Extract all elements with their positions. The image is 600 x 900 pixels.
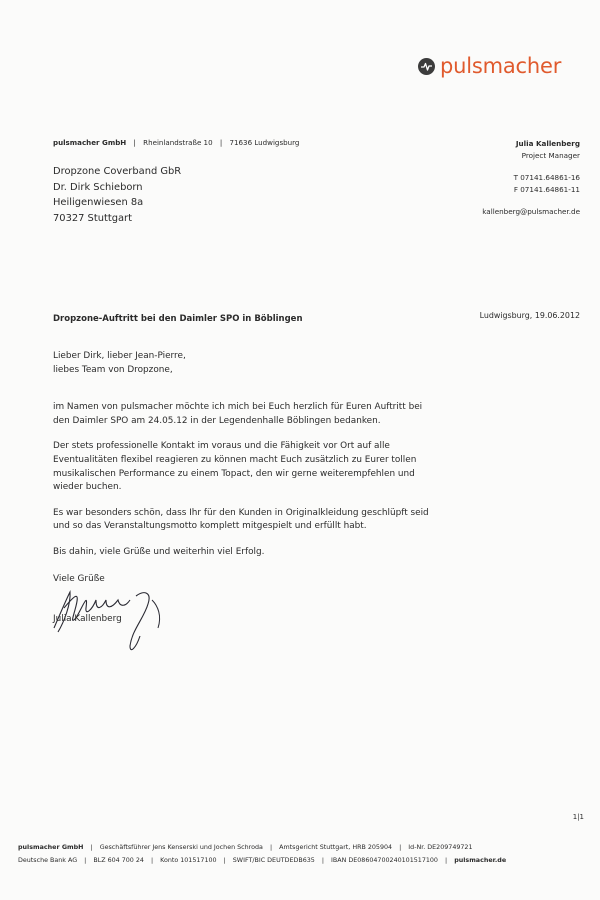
recipient-line: 70327 Stuttgart — [53, 212, 132, 224]
body-line: den Daimler SPO am 24.05.12 in der Legendenhalle Böblingen bedanken. — [53, 415, 381, 426]
closing-phrase: Viele Grüße — [53, 574, 105, 584]
footer-website[interactable]: pulsmacher.de — [454, 856, 507, 864]
recipient-line: Heiligenwiesen 8a — [53, 197, 144, 208]
footer-swift: SWIFT/BIC DEUTDEDB635 — [232, 856, 315, 864]
salutation-line: liebes Team von Dropzone, — [53, 364, 173, 375]
footer-vat-id: Id-Nr. DE209749721 — [408, 844, 473, 851]
pulse-icon — [418, 58, 435, 75]
footer-row-bank: Deutsche Bank AG | BLZ 604 700 24 | Konto 101517100 | SWIFT/BIC DEUTDEDB635 | IBAN DE08604700240101517100 | pulsmacher.de — [18, 856, 507, 864]
footer-account: Konto 101517100 — [160, 856, 217, 864]
page-number: 1|1 — [572, 813, 584, 821]
body-line: Der stets professionelle Kontakt im voraus und die Fähigkeit vor Ort auf alle — [53, 441, 390, 452]
salutation-line: Lieber Dirk, lieber Jean-Pierre, — [53, 351, 186, 361]
contact-fax: F 07141.64861-11 — [513, 184, 580, 194]
contact-role: Project Manager — [521, 150, 580, 160]
body-line: Bis dahin, viele Grüße und weiterhin viel Erfolg. — [53, 546, 265, 557]
footer-blz: BLZ 604 700 24 — [93, 856, 144, 864]
footer-iban: IBAN DE08604700240101517100 — [331, 856, 438, 864]
sender-address-line: pulsmacher GmbH | Rheinlandstraße 10 | 71636 Ludwigsburg — [53, 138, 300, 147]
letter-body — [53, 350, 443, 572]
body-line: Eventualitäten flexibel reagieren zu können macht Euch zusätzlich zu Eurer tollen — [53, 454, 417, 465]
sender-city: 71636 Ludwigsburg — [229, 138, 300, 147]
company-logo — [418, 54, 561, 78]
body-line: musikalischen Performance zu einem Topact, den wir gerne weiterempfehlen und — [53, 468, 415, 479]
sender-company: pulsmacher GmbH — [53, 138, 127, 147]
body-paragraph — [53, 546, 443, 560]
footer-managing-directors: Geschäftsführer Jens Kenserski und Jochen Schroda — [99, 844, 263, 851]
letter-footer — [18, 842, 590, 867]
contact-block — [482, 138, 580, 218]
contact-email[interactable]: kallenberg@pulsmacher.de — [482, 207, 580, 217]
body-line: wieder buchen. — [53, 482, 122, 493]
sender-street: Rheinlandstraße 10 — [143, 138, 213, 147]
letter-date: Ludwigsburg, 19.06.2012 — [479, 311, 580, 320]
body-line: und so das Veranstaltungsmotto komplett mitgespielt und erfüllt habt. — [53, 521, 367, 532]
body-paragraph — [53, 440, 443, 494]
footer-bank: Deutsche Bank AG — [18, 856, 78, 864]
footer-register-court: Amtsgericht Stuttgart, HRB 205904 — [279, 844, 393, 851]
recipient-line: Dropzone Coverband GbR — [53, 166, 182, 177]
letter-subject: Dropzone-Auftritt bei den Daimler SPO in Böblingen — [53, 314, 303, 324]
recipient-address — [53, 164, 181, 226]
contact-name: Julia Kallenberg — [515, 139, 580, 148]
signer-name: Julia Kallenberg — [53, 614, 122, 624]
salutation — [53, 350, 443, 377]
logo-wordmark: pulsmacher — [440, 54, 562, 78]
recipient-line: Dr. Dirk Schieborn — [53, 181, 143, 193]
contact-phone: T 07141.64861-16 — [513, 173, 580, 183]
footer-company: pulsmacher GmbH — [18, 844, 84, 851]
footer-row-company: pulsmacher GmbH | Geschäftsführer Jens Kenserski und Jochen Schroda | Amtsgericht Stuttgart, HRB 205904 | Id-Nr. DE209749721 — [18, 844, 473, 851]
body-paragraph — [53, 401, 443, 428]
body-line: Es war besonders schön, dass Ihr für den Kunden in Originalkleidung geschlüpft seid — [53, 507, 429, 518]
body-line: im Namen von pulsmacher möchte ich mich bei Euch herzlich für Euren Auftritt bei — [53, 402, 423, 413]
body-paragraph — [53, 507, 443, 534]
